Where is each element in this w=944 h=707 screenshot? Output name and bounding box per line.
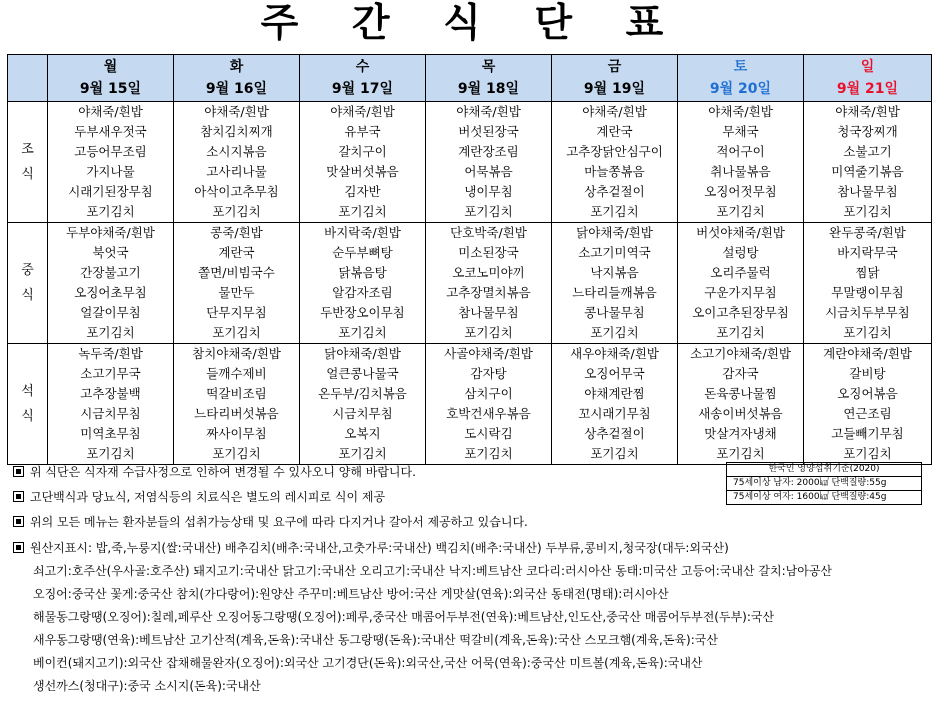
menu-item: 계란국 bbox=[596, 124, 633, 139]
menu-item: 포기김치 bbox=[212, 204, 261, 219]
day-header-fri bbox=[552, 55, 678, 102]
menu-item: 미역줄기볶음 bbox=[831, 164, 904, 179]
menu-item: 두부야채죽/흰밥 bbox=[66, 225, 155, 240]
menu-item: 바지락무국 bbox=[837, 245, 898, 260]
notes-section bbox=[13, 460, 713, 535]
menu-item: 적어구이 bbox=[716, 144, 765, 159]
menu-item: 오징어볶음 bbox=[837, 386, 898, 401]
menu-item: 느타리버섯볶음 bbox=[194, 406, 279, 421]
menu-item: 가지나물 bbox=[86, 164, 135, 179]
menu-item: 참치김치찌개 bbox=[200, 124, 273, 139]
day-header-thu bbox=[426, 55, 552, 102]
menu-item: 야채죽/흰밥 bbox=[582, 104, 647, 119]
menu-cell bbox=[678, 344, 804, 465]
menu-item: 상추겉절이 bbox=[584, 184, 645, 199]
menu-item: 새우야채죽/흰밥 bbox=[570, 346, 659, 361]
menu-item: 미역초무침 bbox=[80, 426, 141, 441]
menu-item: 돈육콩나물찜 bbox=[704, 386, 777, 401]
menu-item: 감자탕 bbox=[470, 366, 507, 381]
menu-item: 맛살겨자냉채 bbox=[704, 426, 777, 441]
nutrition-row-female: 75세이상 여자: 1600㎉ 단백질량:45g bbox=[733, 492, 887, 502]
menu-item: 야채계란찜 bbox=[584, 386, 645, 401]
menu-item: 북엇국 bbox=[92, 245, 129, 260]
menu-cell bbox=[300, 223, 426, 344]
menu-item: 도시락김 bbox=[464, 426, 513, 441]
day-header-wed bbox=[300, 55, 426, 102]
menu-item: 고추장멸치볶음 bbox=[446, 285, 531, 300]
day-name: 목 bbox=[481, 59, 496, 75]
menu-item: 시금치두부무침 bbox=[825, 305, 910, 320]
day-name: 화 bbox=[229, 59, 244, 75]
meal-label-char: 식 bbox=[21, 288, 34, 303]
menu-item: 느타리들깨볶음 bbox=[572, 285, 657, 300]
day-header-sun bbox=[804, 55, 932, 102]
menu-item: 물만두 bbox=[218, 285, 255, 300]
note-text: 위의 모든 메뉴는 환자분들의 섭취가능상태 및 요구에 따라 다지거나 갈아서 제공하고 있습니다. bbox=[30, 515, 528, 529]
menu-item: 야채죽/흰밥 bbox=[456, 104, 521, 119]
menu-item: 상추겉절이 bbox=[584, 426, 645, 441]
menu-cell bbox=[48, 223, 174, 344]
menu-item: 야채죽/흰밥 bbox=[330, 104, 395, 119]
menu-item: 고사리나물 bbox=[206, 164, 267, 179]
menu-item: 완두콩죽/흰밥 bbox=[829, 225, 906, 240]
day-header-sat bbox=[678, 55, 804, 102]
menu-item: 순두부뼈탕 bbox=[332, 245, 393, 260]
origin-text: 원산지표시: 밥,죽,누룽지(쌀:국내산) 배추김치(배추:국내산,고춧가루:국내산) 백김치(배추:국내산) 두부류,콩비지,청국장(대두:외국산) bbox=[30, 541, 729, 555]
menu-item: 단호박죽/흰밥 bbox=[450, 225, 527, 240]
menu-cell bbox=[678, 102, 804, 223]
day-date: 9월 21일 bbox=[836, 81, 899, 97]
menu-item: 포기김치 bbox=[86, 204, 135, 219]
menu-item: 계란국 bbox=[218, 245, 255, 260]
origin-line: 해물동그랑땡(오징어):칠레,페루산 오징어동그랑땡(오징어):페루,중국산 매콤어두부전(연육):베트남산,인도산,중국산 매콤어두부전(두부):국산 bbox=[33, 610, 775, 624]
square-bullet-icon bbox=[13, 516, 24, 527]
menu-item: 계란야채죽/흰밥 bbox=[823, 346, 912, 361]
menu-item: 찜닭 bbox=[855, 265, 880, 280]
menu-item: 포기김치 bbox=[338, 446, 387, 461]
menu-item: 닭야채죽/흰밥 bbox=[576, 225, 653, 240]
menu-item: 연근조림 bbox=[843, 406, 892, 421]
menu-item: 콩죽/흰밥 bbox=[210, 225, 263, 240]
note-text: 위 식단은 식자재 수급사정으로 인하여 변경될 수 있사오니 양해 바랍니다. bbox=[30, 465, 416, 479]
meal-label-char: 석 bbox=[21, 384, 34, 399]
menu-item: 두반장오이무침 bbox=[320, 305, 405, 320]
menu-item: 포기김치 bbox=[338, 325, 387, 340]
menu-item: 쫄면/비빔국수 bbox=[198, 265, 275, 280]
menu-item: 청국장찌개 bbox=[837, 124, 898, 139]
menu-item: 포기김치 bbox=[464, 204, 513, 219]
menu-item: 포기김치 bbox=[843, 204, 892, 219]
menu-item: 소불고기 bbox=[843, 144, 892, 159]
nutrition-row-male: 75세이상 남자: 2000㎉ 단백질량:55g bbox=[727, 477, 921, 491]
menu-cell bbox=[426, 102, 552, 223]
menu-item: 오징어무국 bbox=[584, 366, 645, 381]
menu-item: 포기김치 bbox=[86, 446, 135, 461]
note-item bbox=[13, 485, 713, 510]
menu-item: 구운가지무침 bbox=[704, 285, 777, 300]
day-date: 9월 20일 bbox=[709, 81, 772, 97]
menu-cell bbox=[552, 102, 678, 223]
menu-item: 온두부/김치볶음 bbox=[318, 386, 407, 401]
menu-cell bbox=[804, 102, 932, 223]
menu-item: 시래기된장무침 bbox=[68, 184, 153, 199]
menu-item: 미소된장국 bbox=[458, 245, 519, 260]
origin-line: 베이컨(돼지고기):외국산 잡채해물완자(오징어):외국산 고기경단(돈육):외국산,국산 어묵(연육):중국산 미트볼(계육,돈육):국내산 bbox=[33, 656, 703, 670]
menu-item: 오리주물럭 bbox=[710, 265, 771, 280]
day-date: 9월 15일 bbox=[79, 81, 142, 97]
menu-item: 무말랭이무침 bbox=[831, 285, 904, 300]
menu-item: 녹두죽/흰밥 bbox=[78, 346, 143, 361]
menu-item: 포기김치 bbox=[843, 325, 892, 340]
corner-cell bbox=[8, 55, 48, 102]
menu-item: 시금치무침 bbox=[80, 406, 141, 421]
meal-label-char: 식 bbox=[21, 409, 34, 424]
note-item bbox=[13, 460, 713, 485]
menu-item: 떡갈비조림 bbox=[206, 386, 267, 401]
menu-item: 단무지무침 bbox=[206, 305, 267, 320]
meal-label bbox=[8, 102, 48, 223]
weekly-menu-table bbox=[7, 54, 932, 465]
day-name: 금 bbox=[607, 59, 622, 75]
menu-item: 포기김치 bbox=[212, 446, 261, 461]
menu-item: 오복지 bbox=[344, 426, 381, 441]
day-name: 월 bbox=[103, 59, 118, 75]
menu-item: 참나물무침 bbox=[458, 305, 519, 320]
day-date: 9월 18일 bbox=[457, 81, 520, 97]
square-bullet-icon bbox=[13, 466, 24, 477]
menu-item: 알감자조림 bbox=[332, 285, 393, 300]
menu-item: 삼치구이 bbox=[464, 386, 513, 401]
day-name: 수 bbox=[355, 59, 370, 75]
menu-item: 감자국 bbox=[722, 366, 759, 381]
menu-item: 새송이버섯볶음 bbox=[698, 406, 783, 421]
menu-item: 아삭이고추무침 bbox=[194, 184, 279, 199]
menu-item: 고추장불백 bbox=[80, 386, 141, 401]
meal-label-char: 조 bbox=[21, 142, 34, 157]
menu-item: 버섯야채죽/흰밥 bbox=[696, 225, 785, 240]
origin-line: 생선까스(청대구):중국 소시지(돈육):국내산 bbox=[33, 679, 261, 693]
menu-item: 소고기야채죽/흰밥 bbox=[690, 346, 791, 361]
meal-row-lunch bbox=[8, 223, 932, 344]
menu-item: 얼큰콩나물국 bbox=[326, 366, 399, 381]
menu-item: 갈치구이 bbox=[338, 144, 387, 159]
note-item bbox=[13, 510, 713, 535]
menu-item: 오이고추된장무침 bbox=[692, 305, 789, 320]
menu-item: 간장불고기 bbox=[80, 265, 141, 280]
menu-item: 버섯된장국 bbox=[458, 124, 519, 139]
menu-item: 김자반 bbox=[344, 184, 381, 199]
menu-item: 야채죽/흰밥 bbox=[708, 104, 773, 119]
menu-item: 야채죽/흰밥 bbox=[78, 104, 143, 119]
menu-item: 포기김치 bbox=[843, 446, 892, 461]
menu-item: 야채죽/흰밥 bbox=[204, 104, 269, 119]
menu-item: 두부새우젓국 bbox=[74, 124, 147, 139]
menu-item: 들깨수제비 bbox=[206, 366, 267, 381]
menu-cell bbox=[552, 223, 678, 344]
menu-cell bbox=[48, 344, 174, 465]
menu-cell bbox=[300, 344, 426, 465]
menu-item: 낙지볶음 bbox=[590, 265, 639, 280]
menu-item: 포기김치 bbox=[590, 446, 639, 461]
day-header-row bbox=[8, 55, 932, 102]
menu-item: 포기김치 bbox=[212, 325, 261, 340]
menu-item: 포기김치 bbox=[590, 325, 639, 340]
menu-cell bbox=[426, 223, 552, 344]
menu-item: 포기김치 bbox=[338, 204, 387, 219]
menu-item: 야채죽/흰밥 bbox=[835, 104, 900, 119]
menu-item: 포기김치 bbox=[464, 325, 513, 340]
origin-line bbox=[13, 537, 938, 560]
menu-item: 얼갈이무침 bbox=[80, 305, 141, 320]
menu-item: 오징어초무침 bbox=[74, 285, 147, 300]
menu-item: 고추장닭안심구이 bbox=[566, 144, 663, 159]
origin-line: 새우동그랑땡(연육):베트남산 고기산적(계육,돈육):국내산 동그랑땡(돈육):국내산 떡갈비(계육,돈육):국산 스모크햄(계육,돈육):국산 bbox=[33, 633, 718, 647]
menu-cell bbox=[804, 344, 932, 465]
menu-item: 꼬시래기무침 bbox=[578, 406, 651, 421]
menu-item: 설렁탕 bbox=[722, 245, 759, 260]
menu-item: 냉이무침 bbox=[464, 184, 513, 199]
origin-line: 오징어:중국산 꽃게:중국산 참치(가다랑어):원양산 주꾸미:베트남산 방어:국산 게맛살(연육):외국산 동태전(명태):러시아산 bbox=[33, 587, 669, 601]
meal-label-char: 중 bbox=[21, 263, 34, 278]
nutrition-title: 한국인 영양섭취기준(2020) bbox=[727, 463, 921, 477]
nutrition-standard-box bbox=[726, 462, 922, 505]
origin-line: 쇠고기:호주산(우사골:호주산) 돼지고기:국내산 닭고기:국내산 오리고기:국내산 낙지:베트남산 코다리:러시아산 동태:미국산 고등어:국내산 갈치:남아공산 bbox=[33, 564, 833, 578]
day-date: 9월 19일 bbox=[583, 81, 646, 97]
menu-item: 고들빼기무침 bbox=[831, 426, 904, 441]
meal-label bbox=[8, 344, 48, 465]
page-title: 주 간 식 단 표 bbox=[260, 1, 684, 46]
menu-item: 소고기무국 bbox=[80, 366, 141, 381]
menu-item: 마늘쫑볶음 bbox=[584, 164, 645, 179]
menu-cell bbox=[426, 344, 552, 465]
menu-cell bbox=[552, 344, 678, 465]
menu-cell bbox=[678, 223, 804, 344]
day-date: 9월 17일 bbox=[331, 81, 394, 97]
note-text: 고단백식과 당뇨식, 저염식등의 치료식은 별도의 레시피로 식이 제공 bbox=[30, 490, 386, 504]
square-bullet-icon bbox=[13, 491, 24, 502]
menu-item: 호박건새우볶음 bbox=[446, 406, 531, 421]
menu-item: 콩나물무침 bbox=[584, 305, 645, 320]
menu-item: 오코노미야끼 bbox=[452, 265, 525, 280]
day-date: 9월 16일 bbox=[205, 81, 268, 97]
menu-item: 포기김치 bbox=[716, 204, 765, 219]
menu-item: 바지락죽/흰밥 bbox=[324, 225, 401, 240]
menu-item: 사골야채죽/흰밥 bbox=[444, 346, 533, 361]
menu-item: 소시지볶음 bbox=[206, 144, 267, 159]
menu-cell bbox=[174, 223, 300, 344]
menu-item: 시금치무침 bbox=[332, 406, 393, 421]
menu-item: 짜사이무침 bbox=[206, 426, 267, 441]
day-header-tue bbox=[174, 55, 300, 102]
menu-item: 포기김치 bbox=[464, 446, 513, 461]
meal-label bbox=[8, 223, 48, 344]
meal-row-dinner bbox=[8, 344, 932, 465]
meal-row-breakfast bbox=[8, 102, 932, 223]
menu-cell bbox=[804, 223, 932, 344]
menu-item: 포기김치 bbox=[86, 325, 135, 340]
menu-cell bbox=[300, 102, 426, 223]
menu-item: 맛살버섯볶음 bbox=[326, 164, 399, 179]
menu-item: 계란장조림 bbox=[458, 144, 519, 159]
menu-item: 무채국 bbox=[722, 124, 759, 139]
menu-item: 유부국 bbox=[344, 124, 381, 139]
menu-item: 취나물볶음 bbox=[710, 164, 771, 179]
menu-item: 오징어젓무침 bbox=[704, 184, 777, 199]
day-name: 토 bbox=[733, 59, 748, 75]
menu-cell bbox=[174, 344, 300, 465]
menu-cell bbox=[48, 102, 174, 223]
menu-cell bbox=[174, 102, 300, 223]
menu-item: 갈비탕 bbox=[849, 366, 886, 381]
menu-item: 참치야채죽/흰밥 bbox=[192, 346, 281, 361]
day-header-mon bbox=[48, 55, 174, 102]
menu-item: 포기김치 bbox=[590, 204, 639, 219]
menu-item: 어묵볶음 bbox=[464, 164, 513, 179]
menu-item: 소고기미역국 bbox=[578, 245, 651, 260]
menu-item: 닭야채죽/흰밥 bbox=[324, 346, 401, 361]
menu-item: 포기김치 bbox=[716, 325, 765, 340]
square-bullet-icon bbox=[13, 542, 24, 553]
menu-item: 닭볶음탕 bbox=[338, 265, 387, 280]
origin-section bbox=[13, 537, 938, 698]
menu-item: 고등어무조림 bbox=[74, 144, 147, 159]
meal-label-char: 식 bbox=[21, 167, 34, 182]
day-name: 일 bbox=[860, 59, 875, 75]
menu-item: 포기김치 bbox=[716, 446, 765, 461]
menu-item: 참나물무침 bbox=[837, 184, 898, 199]
